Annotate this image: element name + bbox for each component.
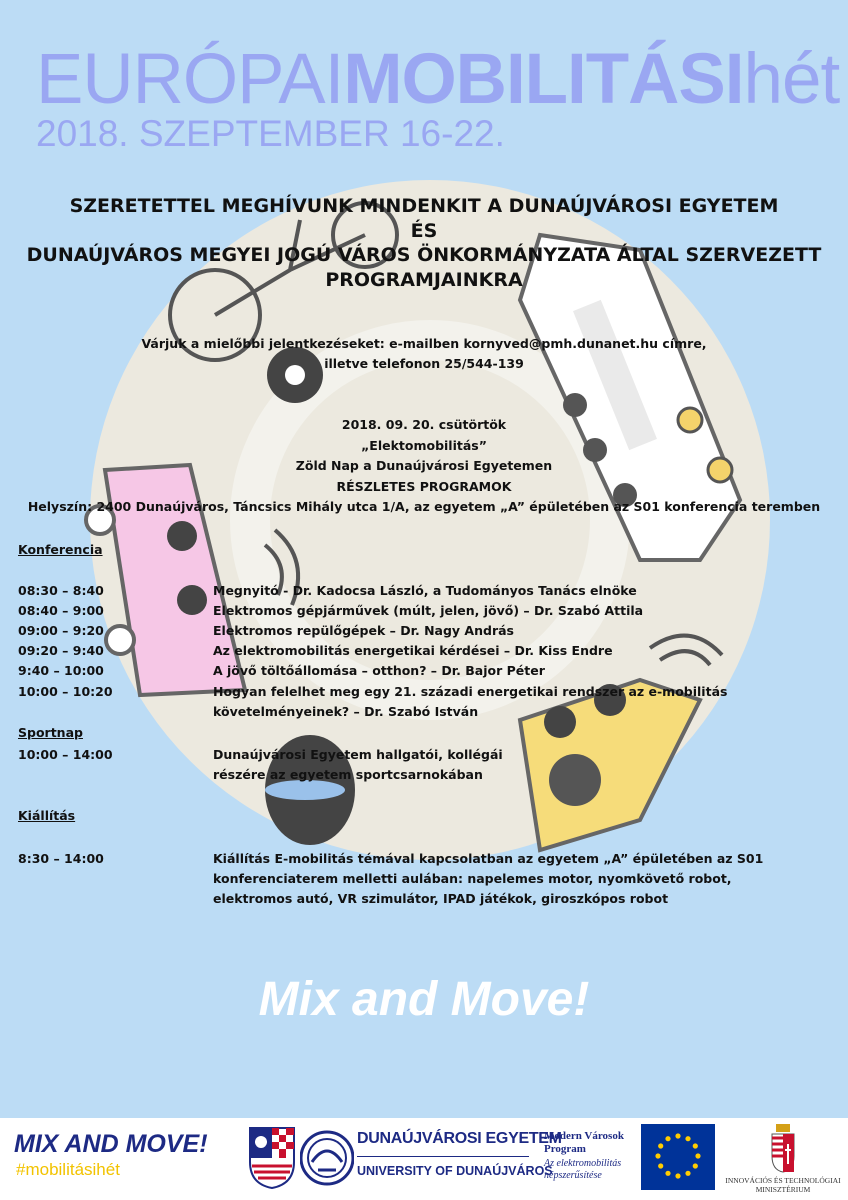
- invitation-line-4: PROGRAMJAINKRA: [325, 268, 523, 291]
- schedule-time: 09:20 – 9:40: [18, 643, 104, 658]
- schedule-time: 10:00 – 10:20: [18, 684, 113, 699]
- schedule-time: 09:00 – 9:20: [18, 623, 104, 638]
- university-emblem-icon: [300, 1126, 354, 1190]
- schedule-time: 8:30 – 14:00: [18, 851, 104, 866]
- schedule-time: 10:00 – 14:00: [18, 747, 113, 762]
- schedule-text: A jövő töltőállomása – otthon? – Dr. Bajor Péter: [213, 663, 545, 678]
- section-conference-title: Konferencia: [18, 542, 103, 557]
- title-part-2: MOBILITÁSI: [343, 40, 744, 119]
- schedule-text: Megnyitó - Dr. Kadocsa László, a Tudományos Tanács elnöke: [213, 583, 637, 598]
- invitation-block: [0, 194, 848, 292]
- footer-program-title: Modern Városok Program: [544, 1130, 624, 1155]
- invitation-line-1: SZERETETTEL MEGHÍVUNK MINDENKIT A DUNAÚJVÁROSI EGYETEM: [69, 195, 779, 217]
- title-part-1: EURÓPAI: [36, 40, 344, 119]
- title-part-3: hét: [743, 40, 840, 119]
- poster-title: [36, 40, 840, 120]
- hungary-coat-of-arms-icon: [770, 1124, 796, 1174]
- event-subtitle: Zöld Nap a Dunaújvárosi Egyetemen: [295, 458, 553, 473]
- contact-line-1: Várjuk a mielőbbi jelentkezéseket: e-mailben kornyved@pmh.dunanet.hu címre,: [141, 336, 707, 351]
- schedule-text: Elektromos repülőgépek – Dr. Nagy András: [213, 623, 514, 638]
- invitation-line-2: ÉS: [410, 219, 438, 242]
- footer-program-subtitle: Az elektromobilitás népszerűsítése: [544, 1158, 622, 1181]
- schedule-text: Elektromos gépjárművek (múlt, jelen, jövő) – Dr. Szabó Attila: [213, 603, 644, 618]
- invitation-line-3: DUNAÚJVÁROS MEGYEI JOGÚ VÁROS ÖNKORMÁNYZATA ÁLTAL SZERVEZETT: [26, 244, 822, 266]
- schedule-text: Dunaújvárosi Egyetem hallgatói, kollégái részére az egyetem sportcsarnokában: [213, 747, 503, 782]
- event-location: Helyszín: 2400 Dunaújváros, Táncsics Mihály utca 1/A, az egyetem „A” épületében az S01 konferencia teremben: [27, 499, 821, 514]
- schedule-time: 08:40 – 9:00: [18, 603, 104, 618]
- schedule-text: Az elektromobilitás energetikai kérdései – Dr. Kiss Endre: [213, 643, 613, 658]
- event-details-heading: RÉSZLETES PROGRAMOK: [336, 478, 512, 494]
- section-sport-title: Sportnap: [18, 725, 83, 740]
- footer-mix-and-move: MIX AND MOVE!: [14, 1130, 208, 1158]
- poster-date: 2018. SZEPTEMBER 16-22.: [36, 113, 505, 154]
- event-date: 2018. 09. 20. csütörtök: [341, 417, 507, 432]
- footer: [0, 1118, 848, 1200]
- event-block: [0, 415, 848, 518]
- contact-line-2: illetve telefonon 25/544-139: [324, 356, 524, 371]
- schedule-time: 9:40 – 10:00: [18, 663, 104, 678]
- slogan: Mix and Move!: [258, 973, 590, 1026]
- footer-hashtag: #mobilitásihét: [16, 1160, 120, 1179]
- footer-university-divider: [357, 1156, 529, 1157]
- eu-flag-icon: [641, 1124, 715, 1190]
- event-name: „Elektomobilitás”: [361, 437, 487, 453]
- section-exhibition-title: Kiállítás: [18, 808, 76, 823]
- contact-block: [0, 334, 848, 374]
- footer-university-en: UNIVERSITY OF DUNAÚJVÁROS: [357, 1164, 553, 1178]
- footer-university-hu: DUNAÚJVÁROSI EGYETEM: [357, 1130, 562, 1147]
- schedule-time: 08:30 – 8:40: [18, 583, 104, 598]
- schedule-text: Kiállítás E-mobilitás témával kapcsolatban az egyetem „A” épületében az S01 konferenciaterem melletti aulában: napelemes motor, nyomkövető robot, elektromos autó, VR szimulátor, IPAD játékok, giroszkópos robot: [213, 851, 764, 906]
- schedule-text: Hogyan felelhet meg egy 21. századi energetikai rendszer az e-mobilitás követelményeinek? – Dr. Szabó István: [213, 684, 728, 719]
- footer-ministry: INNOVÁCIÓS ÉS TECHNOLÓGIAI MINISZTÉRIUM: [725, 1176, 841, 1194]
- city-coat-of-arms-icon: [248, 1126, 296, 1190]
